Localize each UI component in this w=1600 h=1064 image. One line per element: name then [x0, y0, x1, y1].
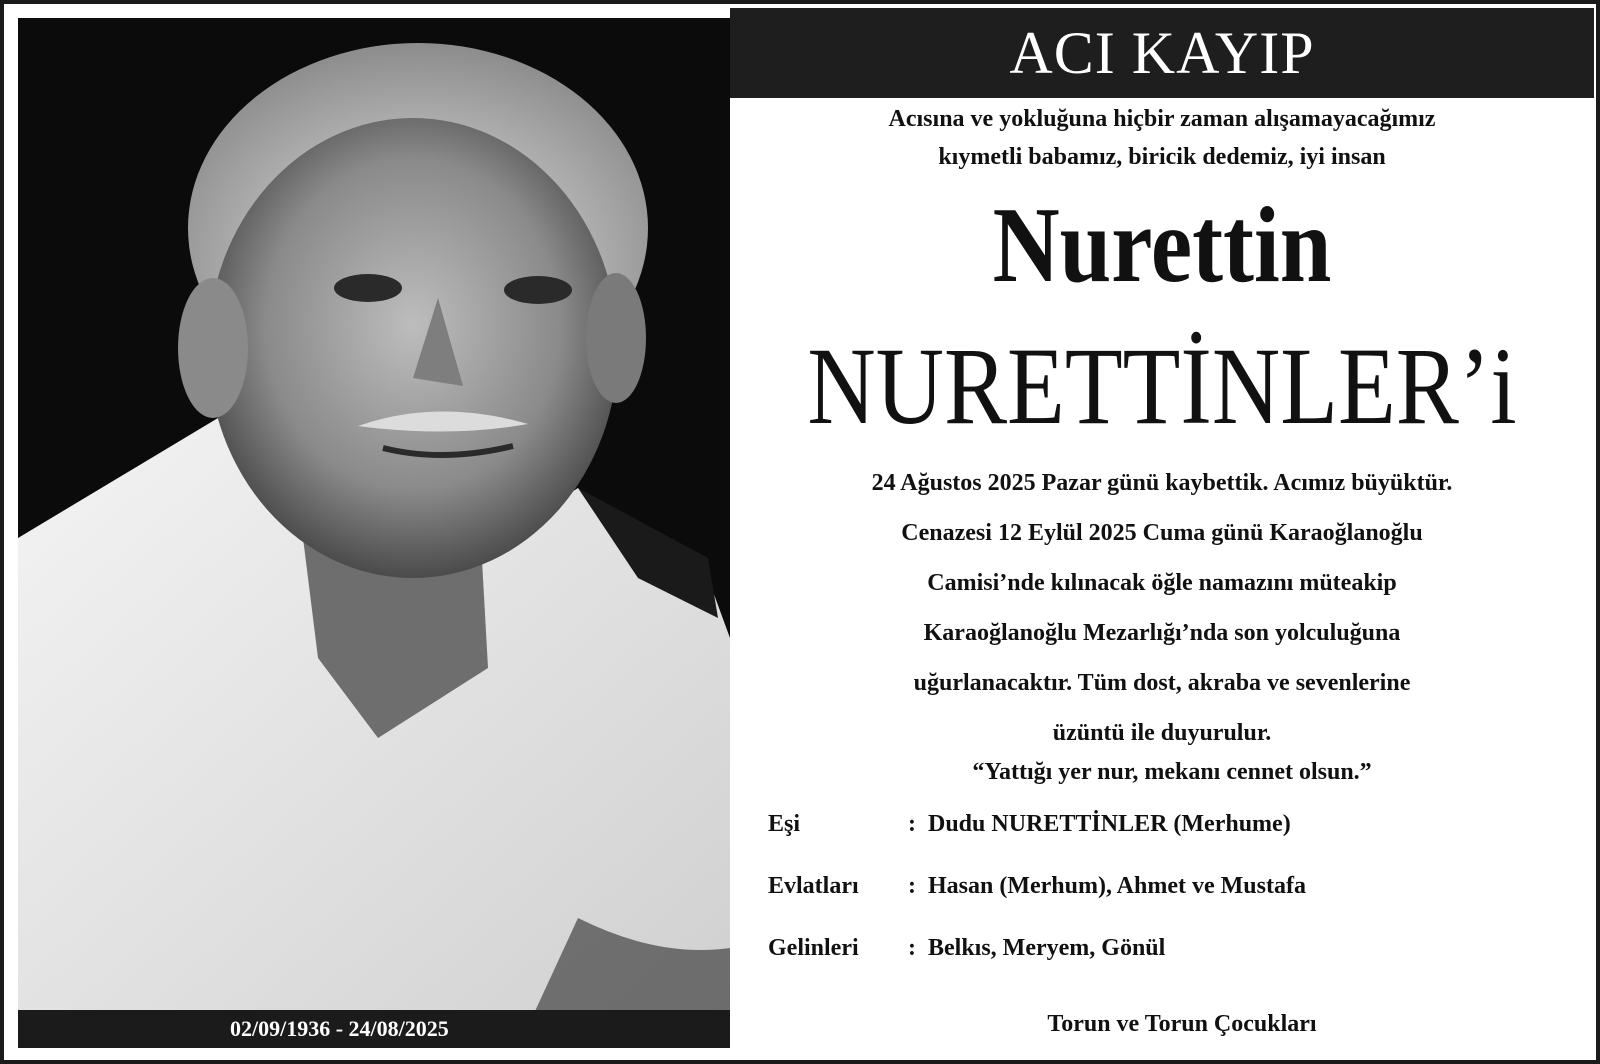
- announcement-line: 24 Ağustos 2025 Pazar günü kaybettik. Acımız büyüktür.: [871, 470, 1453, 496]
- family-separator: :: [908, 935, 916, 961]
- announcement-line: Cenazesi 12 Eylül 2025 Cuma günü Karaoğlanoğlu: [901, 520, 1423, 546]
- header-title: ACI KAYIP: [730, 8, 1594, 98]
- deceased-first-name: Nurettin: [992, 186, 1332, 305]
- intro-text: [730, 100, 1594, 176]
- family-separator: :: [908, 811, 916, 837]
- family-row: [768, 924, 1306, 986]
- family-label: Eşi: [768, 811, 801, 837]
- announcement-line: Camisi’nde kılınacak öğle namazını müteakip: [927, 570, 1397, 596]
- intro-line: kıymetli babamız, biricik dedemiz, iyi insan: [938, 144, 1386, 170]
- life-dates: 02/09/1936 - 24/08/2025: [18, 1010, 730, 1048]
- family-label: Evlatları: [768, 873, 859, 899]
- prayer-quote: “Yattığı yer nur, mekanı cennet olsun.”: [972, 759, 1372, 785]
- family-row: [768, 862, 1306, 924]
- deceased-surname: NURETTİNLER’i: [807, 325, 1517, 447]
- grandchildren-line: Torun ve Torun Çocukları: [1047, 1011, 1317, 1037]
- family-label: Gelinleri: [768, 935, 859, 961]
- portrait-photo: [18, 18, 730, 1048]
- family-value: Belkıs, Meryem, Gönül: [928, 935, 1166, 961]
- family-separator: :: [908, 873, 916, 899]
- announcement-line: uğurlanacaktır. Tüm dost, akraba ve sevenlerine: [913, 670, 1411, 696]
- intro-line: Acısına ve yokluğuna hiçbir zaman alışamayacağımız: [888, 106, 1436, 132]
- family-list: [768, 800, 1306, 986]
- announcement-line: Karaoğlanoğlu Mezarlığı’nda son yolculuğuna: [923, 620, 1401, 646]
- announcement-text: [732, 458, 1592, 758]
- family-value: Dudu NURETTİNLER (Merhume): [928, 811, 1291, 837]
- family-row: [768, 800, 1306, 862]
- family-value: Hasan (Merhum), Ahmet ve Mustafa: [928, 873, 1306, 899]
- announcement-line: üzüntü ile duyurulur.: [1052, 720, 1272, 746]
